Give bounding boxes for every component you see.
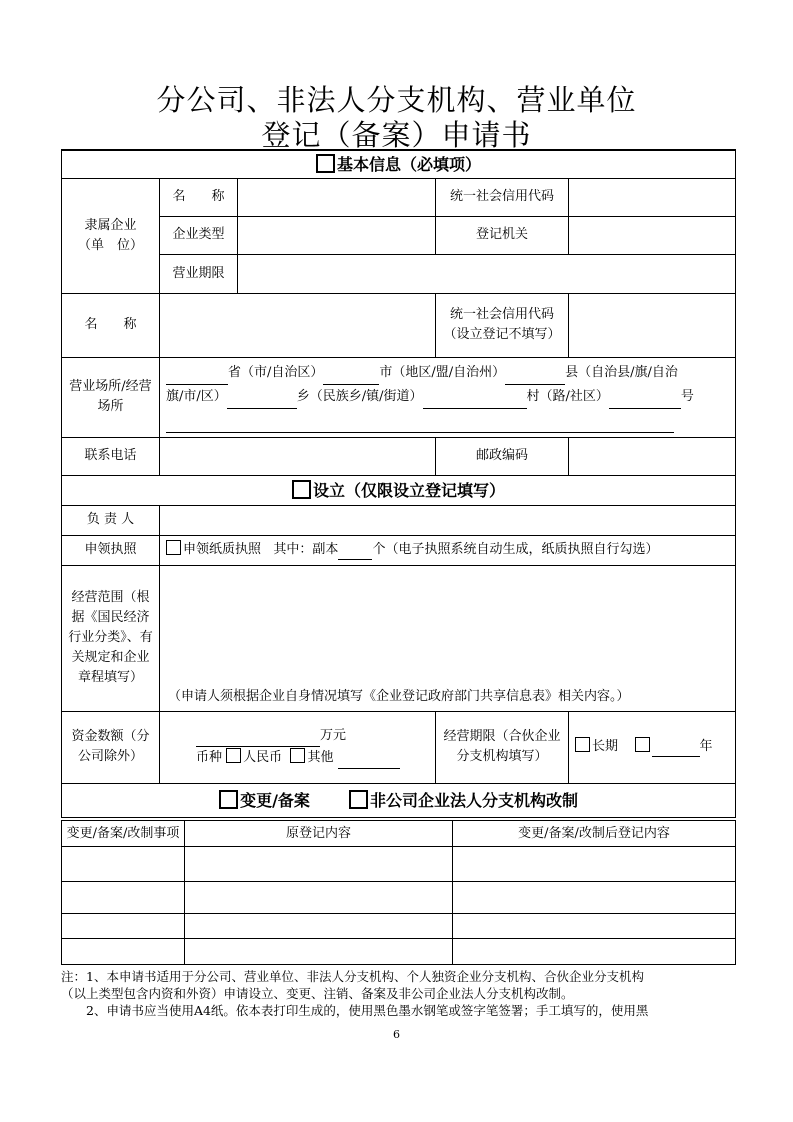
change-header-text: 变更/备案: [240, 790, 310, 810]
conversion-header-text: 非公司企业法人分支机构改制: [369, 790, 578, 810]
original-content-cell[interactable]: [185, 882, 453, 914]
term-year-checkbox[interactable]: [635, 737, 650, 752]
note-line: （以上类型包含内资和外资）申请设立、变更、注销、备案及非公司企业法人分支机构改制。: [61, 986, 574, 1001]
business-term-field[interactable]: [238, 254, 736, 293]
parent-credit-code-label: 统一社会信用代码: [436, 178, 569, 216]
branch-credit-code-field[interactable]: [569, 293, 736, 357]
change-item-cell[interactable]: [62, 847, 185, 882]
other-currency-checkbox[interactable]: [290, 748, 305, 763]
company-type-label: 企业类型: [160, 216, 238, 254]
phone-field[interactable]: [160, 437, 436, 475]
page-number: 6: [393, 1028, 400, 1041]
address-township-text: 乡（民族乡/镇/街道）: [296, 389, 423, 404]
manager-label: 负 责 人: [62, 505, 160, 535]
branch-credit-code-label: 统一社会信用代码（设立登记不填写）: [436, 293, 569, 357]
basic-info-section-header: 基本信息（必填项）: [62, 150, 736, 178]
term-label: 经营期限（合伙企业分支机构填写）: [436, 711, 569, 783]
registration-form-table: [61, 149, 736, 818]
change-section-header: [62, 783, 736, 817]
address-village-text: 村（路/社区）: [526, 389, 609, 404]
new-content-cell[interactable]: [453, 914, 736, 939]
term-long-checkbox[interactable]: [575, 737, 590, 752]
form-title-line1: 分公司、非法人分支机构、营业单位: [156, 83, 637, 117]
table-row: [62, 847, 736, 882]
change-column-header: 变更/备案/改制事项: [62, 821, 185, 847]
notes-section: [61, 968, 741, 1019]
company-type-field[interactable]: [238, 216, 436, 254]
copies-prefix-text: 其中：副本: [273, 542, 339, 557]
note-line: 注：1、本申请书适用于分公司、营业单位、非法人分支机构、个人独资企业分支机构、合伙企业分支机构: [61, 969, 644, 984]
scope-note: （申请人须根据企业自身情况填写《企业登记政府部门共享信息表》相关内容。）: [168, 688, 630, 704]
business-term-label: 营业期限: [160, 254, 238, 293]
new-content-cell[interactable]: [453, 847, 736, 882]
parent-company-label: 隶属企业 （单 位）: [62, 178, 160, 293]
setup-section-header: 设立（仅限设立登记填写）: [62, 475, 736, 505]
paper-license-text: 申领纸质执照: [183, 542, 262, 557]
branch-name-field[interactable]: [160, 293, 436, 357]
address-field[interactable]: [160, 357, 736, 437]
other-currency-text: 其他: [307, 750, 334, 765]
address-county2-text: 旗/市/区）: [166, 389, 227, 404]
change-item-cell[interactable]: [62, 914, 185, 939]
table-row: [62, 939, 736, 965]
note-line: 2、申请书应当使用A4纸。依本表打印生成的，使用黑色墨水钢笔或签字笔签署；手工填写的，使用黑: [61, 1003, 649, 1018]
original-content-cell[interactable]: [185, 939, 453, 965]
address-number-text: 号: [680, 389, 694, 404]
table-row: [62, 914, 736, 939]
copies-suffix-text: 个（电子执照系统自动生成，纸质执照自行勾选）: [372, 542, 659, 557]
capital-unit-text: 万元: [320, 728, 347, 743]
change-item-cell[interactable]: [62, 882, 185, 914]
currency-label: 币种: [196, 750, 223, 765]
scope-label: 经营范围（根据《国民经济行业分类》、有关规定和企业章程填写）: [62, 565, 160, 711]
table-row: [62, 882, 736, 914]
paper-license-checkbox[interactable]: [166, 540, 181, 555]
branch-name-label: 名 称: [62, 293, 160, 357]
address-province-text: 省（市/自治区）: [228, 365, 324, 380]
copies-count-field[interactable]: [338, 545, 372, 560]
rmb-checkbox[interactable]: [226, 748, 241, 763]
postal-code-field[interactable]: [569, 437, 736, 475]
address-label: 营业场所/经营场所: [62, 357, 160, 437]
change-column-header: 原登记内容: [185, 821, 453, 847]
manager-field[interactable]: [160, 505, 736, 535]
reg-authority-field[interactable]: [569, 216, 736, 254]
term-long-text: 长期: [592, 739, 619, 754]
change-column-header: 变更/备案/改制后登记内容: [453, 821, 736, 847]
postal-code-label: 邮政编码: [436, 437, 569, 475]
reg-authority-label: 登记机关: [436, 216, 569, 254]
parent-name-field[interactable]: [238, 178, 436, 216]
original-content-cell[interactable]: [185, 847, 453, 882]
address-city-text: 市（地区/盟/自治州）: [379, 365, 506, 380]
scope-field[interactable]: [160, 565, 736, 711]
license-label: 申领执照: [62, 535, 160, 565]
new-content-cell[interactable]: [453, 939, 736, 965]
change-checkbox[interactable]: [219, 790, 238, 809]
capital-field: [160, 711, 436, 783]
rmb-text: 人民币: [243, 750, 283, 765]
term-year-text: 年: [699, 739, 713, 754]
capital-label: 资金数额（分公司除外）: [62, 711, 160, 783]
address-county-text: 县（自治县/旗/自治: [565, 365, 678, 380]
new-content-cell[interactable]: [453, 882, 736, 914]
parent-credit-code-field[interactable]: [569, 178, 736, 216]
phone-label: 联系电话: [62, 437, 160, 475]
form-title-line2: 登记（备案）申请书: [261, 118, 532, 152]
conversion-checkbox[interactable]: [349, 790, 368, 809]
other-currency-field[interactable]: [338, 754, 400, 769]
change-table: [61, 820, 736, 965]
basic-info-checkbox[interactable]: [316, 154, 335, 173]
change-item-cell[interactable]: [62, 939, 185, 965]
original-content-cell[interactable]: [185, 914, 453, 939]
term-year-field[interactable]: [652, 742, 700, 757]
parent-name-label: 名 称: [160, 178, 238, 216]
capital-amount-field[interactable]: [196, 732, 320, 747]
setup-checkbox[interactable]: [292, 480, 311, 499]
term-field: [569, 711, 736, 783]
license-field: [160, 535, 736, 565]
